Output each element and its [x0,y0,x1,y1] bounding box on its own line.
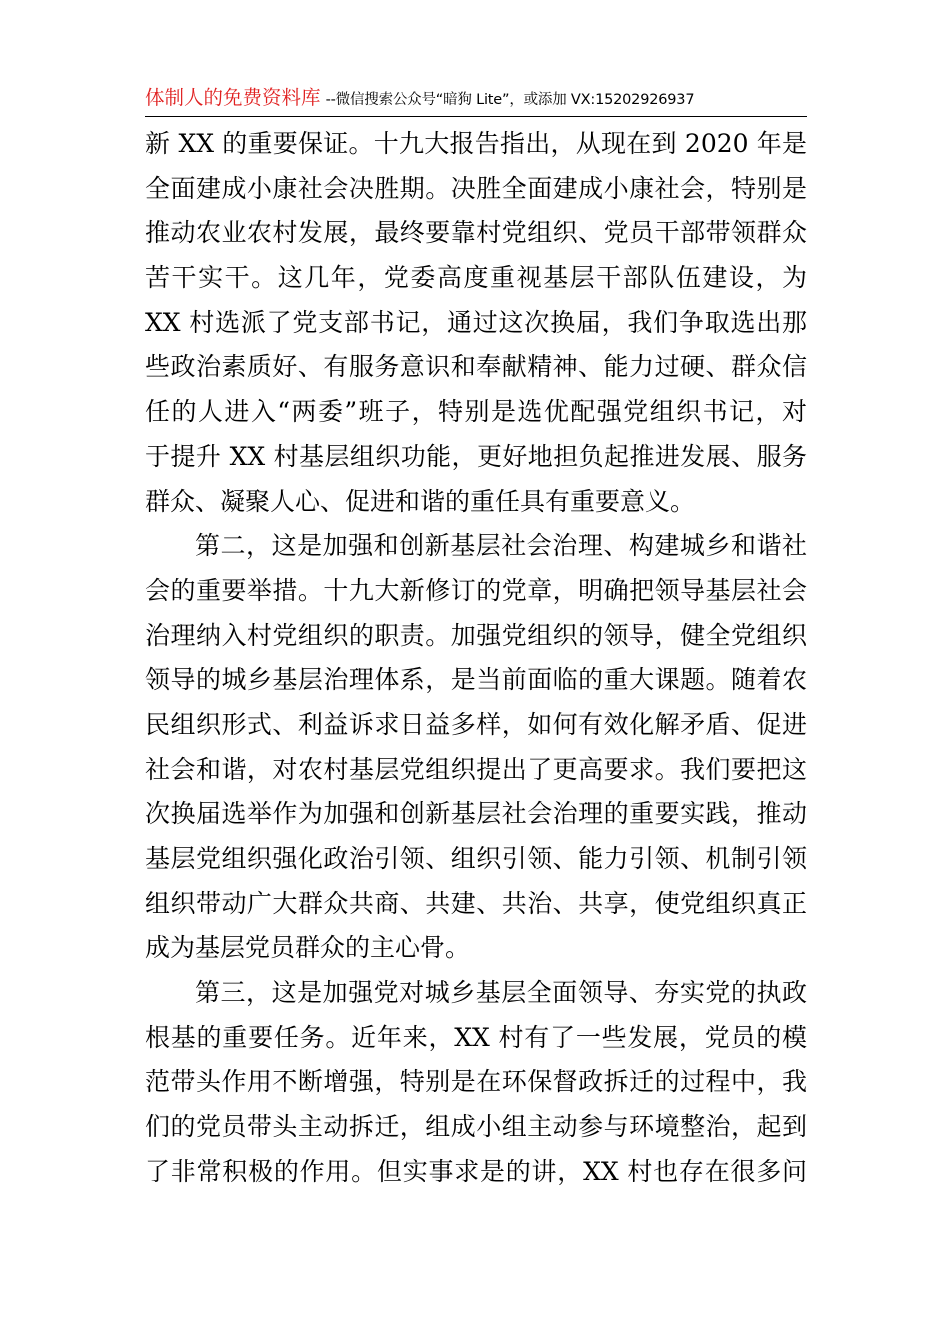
text-line: XX 村选派了党支部书记，通过这次换届，我们争取选出那 [145,307,807,337]
text-line: 群众、凝聚人心、促进和谐的重任具有重要意义。 [145,486,696,516]
text-line: 推动农业农村发展，最终要靠村党组织、党员干部带领群众 [145,218,807,248]
text-line: 了非常积极的作用。但实事求是的讲，XX 村也存在很多问 [145,1156,807,1186]
text-line: 任的人进入“两委”班子，特别是选优配强党组织书记，对 [145,397,807,427]
text-line: 于提升 XX 村基层组织功能，更好地担负起推进发展、服务 [145,441,807,471]
text-line: 社会和谐，对农村基层党组织提出了更高要求。我们要把这 [145,754,807,784]
header-brand: 体制人的免费资料库 [145,86,321,109]
text-line: 根基的重要任务。近年来，XX 村有了一些发展，党员的模 [145,1022,807,1052]
text-line: 第二，这是加强和创新基层社会治理、构建城乡和谐社 [195,531,807,561]
text-line: 全面建成小康社会决胜期。决胜全面建成小康社会，特别是 [145,173,807,203]
document-body [145,122,807,1195]
text-line: 新 XX 的重要保证。十九大报告指出，从现在到 2020 年是 [145,129,807,158]
header-subtitle: --微信搜索公众号“暗狗 Lite”，或添加 VX:15202926937 [325,92,695,108]
text-line: 们的党员带头主动拆迁，组成小组主动参与环境整治，起到 [145,1112,807,1142]
text-line: 领导的城乡基层治理体系，是当前面临的重大课题。随着农 [145,665,807,695]
text-line: 苦干实干。这几年，党委高度重视基层干部队伍建设，为 [145,263,807,293]
text-line: 会的重要举措。十九大新修订的党章，明确把领导基层社会 [145,575,807,605]
text-line: 次换届选举作为加强和创新基层社会治理的重要实践，推动 [145,799,807,829]
text-line: 组织带动广大群众共商、共建、共治、共享，使党组织真正 [145,888,807,918]
text-line: 成为基层党员群众的主心骨。 [145,933,471,963]
text-line: 范带头作用不断增强，特别是在环保督政拆迁的过程中，我 [145,1067,807,1097]
text-line: 治理纳入村党组织的职责。加强党组织的领导，健全党组织 [145,620,807,650]
text-line: 民组织形式、利益诉求日益多样，如何有效化解矛盾、促进 [145,709,807,739]
text-line: 第三，这是加强党对城乡基层全面领导、夯实党的执政 [195,978,807,1008]
text-line: 基层党组织强化政治引领、组织引领、能力引领、机制引领 [145,844,807,873]
page-header [145,86,807,117]
text-line: 些政治素质好、有服务意识和奉献精神、能力过硬、群众信 [145,352,807,382]
